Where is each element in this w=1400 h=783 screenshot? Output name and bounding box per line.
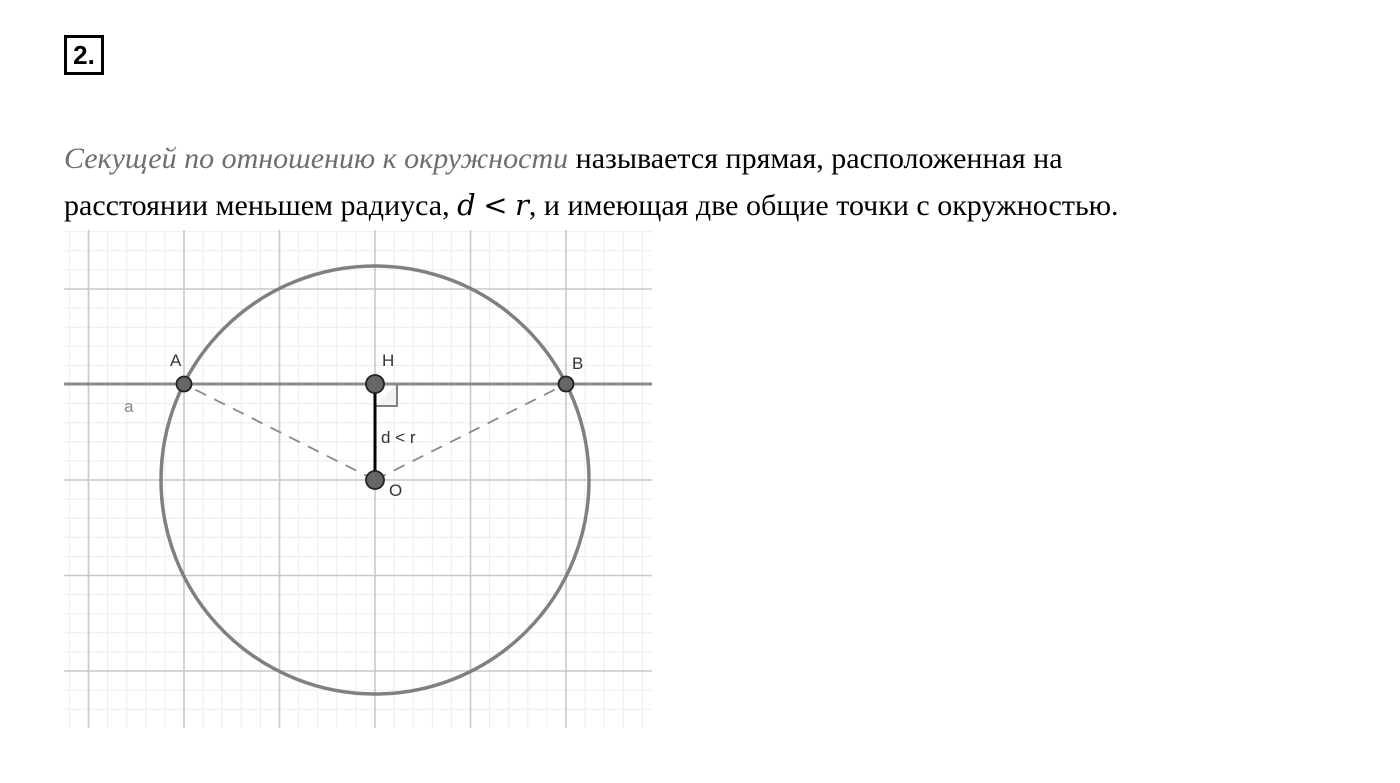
label-point-o: O [389, 481, 403, 500]
point-h [366, 375, 384, 393]
definition-text [64, 136, 1384, 229]
point-a [177, 377, 192, 392]
definition-line-1 [64, 136, 1384, 182]
grid-major-lines [64, 230, 652, 728]
label-distance: d < r [381, 428, 416, 447]
definition-term: Секущей по отношению к окружности [64, 142, 569, 175]
math-d: d [457, 188, 476, 222]
definition-line1-rest: называется прямая, расположенная на [568, 142, 1063, 175]
point-o [366, 471, 384, 489]
math-less-than: < [483, 188, 508, 222]
label-point-b: B [572, 354, 584, 373]
grid-minor-lines [64, 230, 652, 728]
secant-diagram-svg [64, 230, 652, 728]
definition-line2-before: расстоянии меньшем радиуса, [64, 189, 458, 222]
label-point-h: H [382, 351, 395, 370]
task-number [64, 35, 104, 75]
label-point-a: A [170, 351, 182, 370]
definition-line2-after: , и имеющая две общие точки с окружностью. [528, 189, 1119, 222]
math-r: r [515, 188, 529, 222]
definition-line-2 [64, 182, 1384, 229]
point-b [559, 377, 574, 392]
label-line-a: a [124, 397, 134, 416]
task-number-text: 2. [73, 40, 95, 70]
secant-diagram [64, 230, 652, 728]
